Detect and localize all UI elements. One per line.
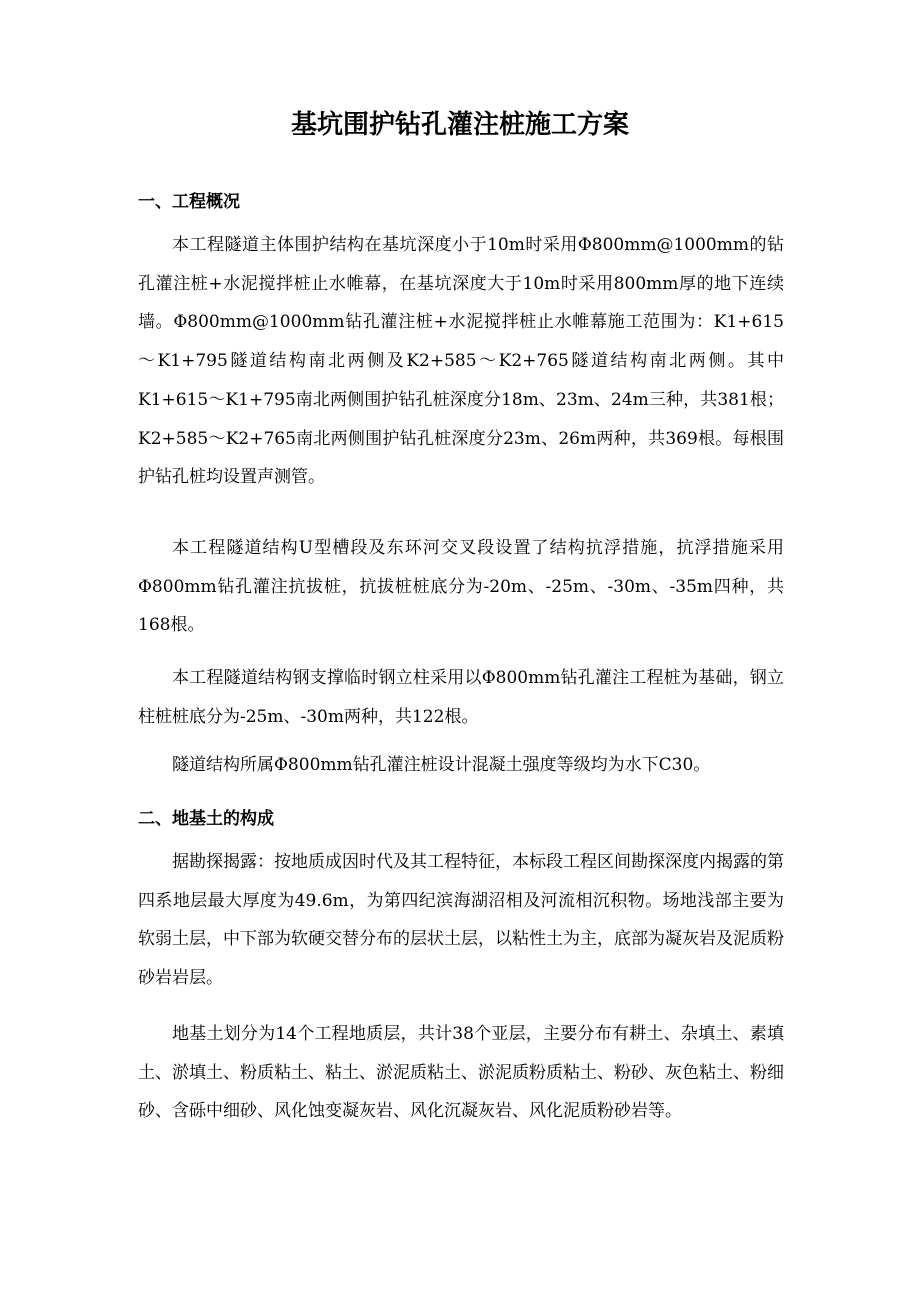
paragraph-overview-1: 本工程隧道主体围护结构在基坑深度小于10m时采用Φ800mm@1000mm的钻孔灌注桩+水泥搅拌桩止水帷幕，在基坑深度大于10m时采用800mm厚的地下连续墙。Φ800mm@1000mm钻孔灌注桩+水泥搅拌桩止水帷幕施工范围为：K1+615～K1+795隧道结构南北两侧及K2+585～K2+765隧道结构南北两侧。其中K1+615～K1+795南北两侧围护钻孔桩深度分18m、23m、24m三种，共381根；K2+585～K2+765南北两侧围护钻孔桩深度分23m、26m两种，共369根。每根围护钻孔桩均设置声测管。 (138, 235, 784, 488)
paragraph-soil-2: 地基土划分为14个工程地质层，共计38个亚层，主要分布有耕土、杂填土、素填土、淤填土、粉质粘土、粘土、淤泥质粘土、淤泥质粉质粘土、粉砂、灰色粘土、粉细砂、含砾中细砂、风化蚀变凝灰岩、风化沉凝灰岩、风化泥质粉砂岩等。 (138, 1024, 784, 1122)
paragraph-soil-1: 据勘探揭露：按地质成因时代及其工程特征，本标段工程区间勘探深度内揭露的第四系地层最大厚度为49.6m，为第四纪滨海湖沼相及河流相沉积物。场地浅部主要为软弱土层，中下部为软硬交替分布的层状土层，以粘性土为主，底部为凝灰岩及泥质粉砂岩岩层。 (138, 852, 784, 989)
section-heading-overview: 一、工程概况 (138, 192, 240, 212)
section-heading-soil: 二、地基土的构成 (138, 809, 274, 829)
document-title: 基坑围护钻孔灌注桩施工方案 (290, 110, 629, 140)
paragraph-overview-3: 本工程隧道结构钢支撑临时钢立柱采用以Φ800mm钻孔灌注工程桩为基础，钢立柱桩桩底分为-25m、-30m两种，共122根。 (138, 668, 784, 727)
paragraph-overview-2: 本工程隧道结构U型槽段及东环河交叉段设置了结构抗浮措施，抗浮措施采用Φ800mm钻孔灌注抗拔桩，抗拔桩桩底分为-20m、-25m、-30m、-35m四种，共168根。 (138, 538, 784, 636)
paragraph-overview-4: 隧道结构所属Φ800mm钻孔灌注桩设计混凝土强度等级均为水下C30。 (172, 755, 711, 775)
